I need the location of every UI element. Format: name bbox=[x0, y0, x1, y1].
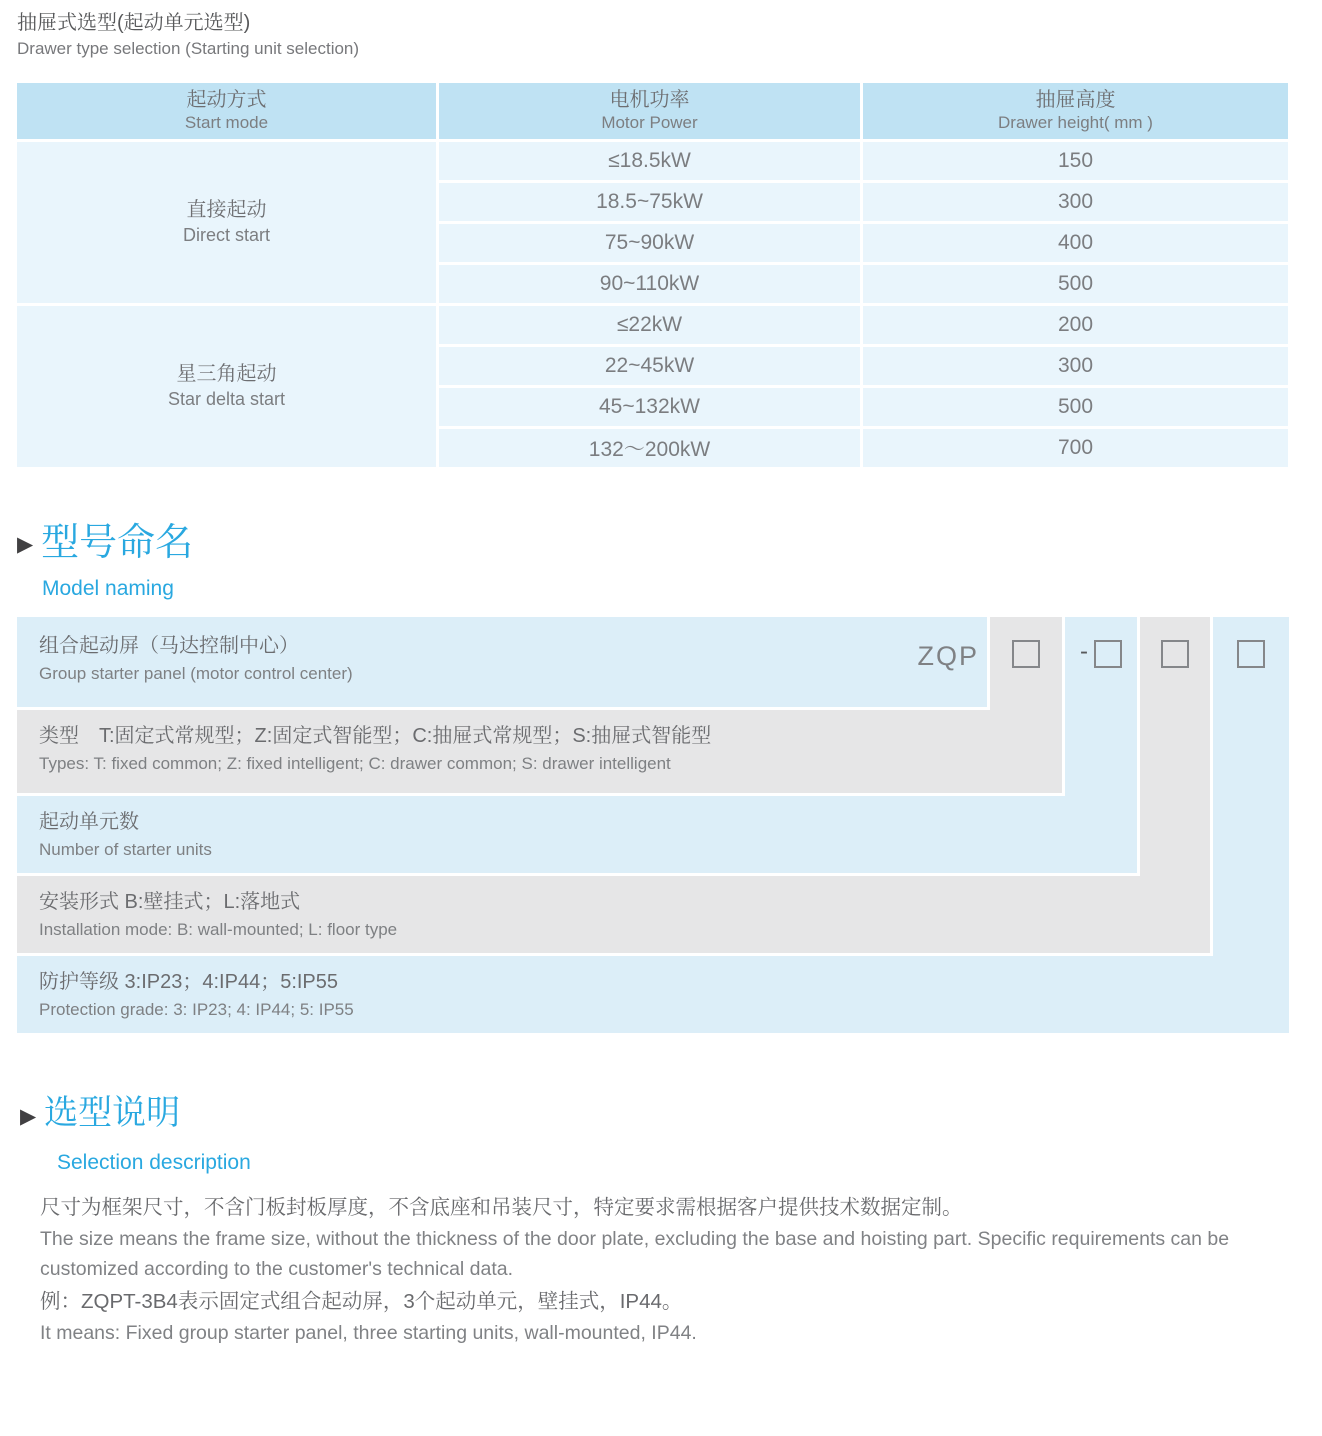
drawer-height-cell: 400 bbox=[863, 224, 1288, 262]
start-mode-group-star-delta bbox=[17, 306, 436, 467]
motor-power-cell: 22~45kW bbox=[439, 347, 860, 385]
page-subtitle: Drawer type selection (Starting unit selection) bbox=[17, 39, 360, 58]
model-row-installation-mode bbox=[17, 876, 1210, 953]
selection-example-en: It means: Fixed group starter panel, three starting units, wall-mounted, IP44. bbox=[40, 1321, 697, 1344]
table-header-drawer-height bbox=[863, 83, 1288, 139]
model-code-box-icon bbox=[1237, 640, 1265, 668]
model-row-starter-units bbox=[17, 796, 1137, 873]
triangle-bullet-icon: ▶ bbox=[20, 1105, 37, 1128]
page-title-block bbox=[17, 10, 359, 62]
motor-power-cell: 90~110kW bbox=[439, 265, 860, 303]
model-row-en: Installation mode: B: wall-mounted; L: floor type bbox=[39, 920, 398, 939]
direct-start-cn: 直接起动 bbox=[186, 199, 267, 222]
drawer-height-cell: 700 bbox=[863, 429, 1288, 467]
selection-note-cn: 尺寸为框架尺寸，不含门板封板厚度，不含底座和吊装尺寸，特定要求需根据客户提供技术数据定制。 bbox=[40, 1196, 963, 1219]
selection-description-title-cn: 选型说明 bbox=[44, 1094, 181, 1132]
header-start-mode-cn: 起动方式 bbox=[186, 89, 267, 112]
direct-start-en: Direct start bbox=[182, 225, 270, 246]
model-row-types bbox=[17, 710, 1062, 793]
motor-power-cell: ≤22kW bbox=[439, 306, 860, 344]
selection-description-body bbox=[40, 1192, 1290, 1350]
section-title-model-naming bbox=[17, 522, 193, 566]
table-header-motor-power bbox=[439, 83, 860, 139]
model-row-cn: 安装形式 B:壁挂式；L:落地式 bbox=[39, 891, 301, 913]
model-code-column-type bbox=[990, 617, 1062, 793]
model-row-cn: 起动单元数 bbox=[39, 811, 139, 833]
selection-table bbox=[17, 83, 1288, 467]
triangle-bullet-icon: ▶ bbox=[17, 533, 34, 556]
model-row-en: Number of starter units bbox=[39, 840, 212, 859]
model-code-column-units bbox=[1065, 617, 1137, 796]
header-motor-power-en: Motor Power bbox=[601, 113, 698, 133]
model-code-box-icon bbox=[1012, 640, 1040, 668]
drawer-height-cell: 200 bbox=[863, 306, 1288, 344]
motor-power-cell: ≤18.5kW bbox=[439, 142, 860, 180]
star-delta-start-cn: 星三角起动 bbox=[176, 363, 277, 386]
selection-description-title-en: Selection description bbox=[57, 1151, 251, 1174]
star-delta-start-en: Star delta start bbox=[167, 389, 286, 410]
model-row-en: Protection grade: 3: IP23; 4: IP44; 5: IP55 bbox=[39, 1000, 354, 1019]
motor-power-cell: 45~132kW bbox=[439, 388, 860, 426]
model-naming-diagram bbox=[17, 617, 1289, 1033]
section-title-selection-description bbox=[20, 1094, 180, 1133]
drawer-height-cell: 500 bbox=[863, 388, 1288, 426]
model-code-box-icon bbox=[1094, 640, 1122, 668]
start-mode-group-direct bbox=[17, 142, 436, 303]
model-code-column-installation bbox=[1140, 617, 1210, 876]
motor-power-cell: 18.5~75kW bbox=[439, 183, 860, 221]
model-code-prefix: ZQP bbox=[917, 641, 979, 671]
model-row-protection-grade bbox=[17, 956, 1289, 1033]
model-row-en: Types: T: fixed common; Z: fixed intelligent; C: drawer common; S: drawer intelligent bbox=[39, 754, 671, 773]
model-naming-title-cn: 型号命名 bbox=[41, 522, 194, 564]
header-drawer-height-en: Drawer height( mm ) bbox=[998, 113, 1153, 133]
model-naming-title-en: Model naming bbox=[42, 577, 174, 600]
model-code-box-icon bbox=[1161, 640, 1189, 668]
drawer-height-cell: 300 bbox=[863, 183, 1288, 221]
drawer-height-cell: 500 bbox=[863, 265, 1288, 303]
drawer-height-cell: 300 bbox=[863, 347, 1288, 385]
model-row-group-starter-panel bbox=[17, 617, 987, 707]
model-row-en: Group starter panel (motor control center) bbox=[39, 664, 353, 683]
selection-note-en: The size means the frame size, without the thickness of the door plate, excluding the base and hoisting part. Specific requirements can be customized according to the customer's technical data. bbox=[40, 1227, 1230, 1280]
motor-power-cell: 75~90kW bbox=[439, 224, 860, 262]
page-title: 抽屉式选型(起动单元选型) bbox=[17, 12, 251, 34]
header-drawer-height-cn: 抽屉高度 bbox=[1035, 89, 1116, 112]
header-motor-power-cn: 电机功率 bbox=[609, 89, 690, 112]
selection-example-cn: 例：ZQPT-3B4表示固定式组合起动屏，3个起动单元，壁挂式，IP44。 bbox=[40, 1290, 683, 1314]
table-header-start-mode bbox=[17, 83, 436, 139]
model-row-cn: 防护等级 3:IP23；4:IP44；5:IP55 bbox=[39, 971, 339, 993]
header-start-mode-en: Start mode bbox=[184, 113, 269, 133]
model-row-cn: 组合起动屏（马达控制中心） bbox=[39, 635, 299, 657]
model-code-column-protection bbox=[1213, 617, 1289, 956]
drawer-height-cell: 150 bbox=[863, 142, 1288, 180]
model-row-cn: 类型 T:固定式常规型；Z:固定式智能型；C:抽屉式常规型；S:抽屉式智能型 bbox=[39, 725, 712, 747]
motor-power-cell: 132～200kW bbox=[439, 429, 860, 467]
dash-icon: - bbox=[1080, 638, 1088, 665]
